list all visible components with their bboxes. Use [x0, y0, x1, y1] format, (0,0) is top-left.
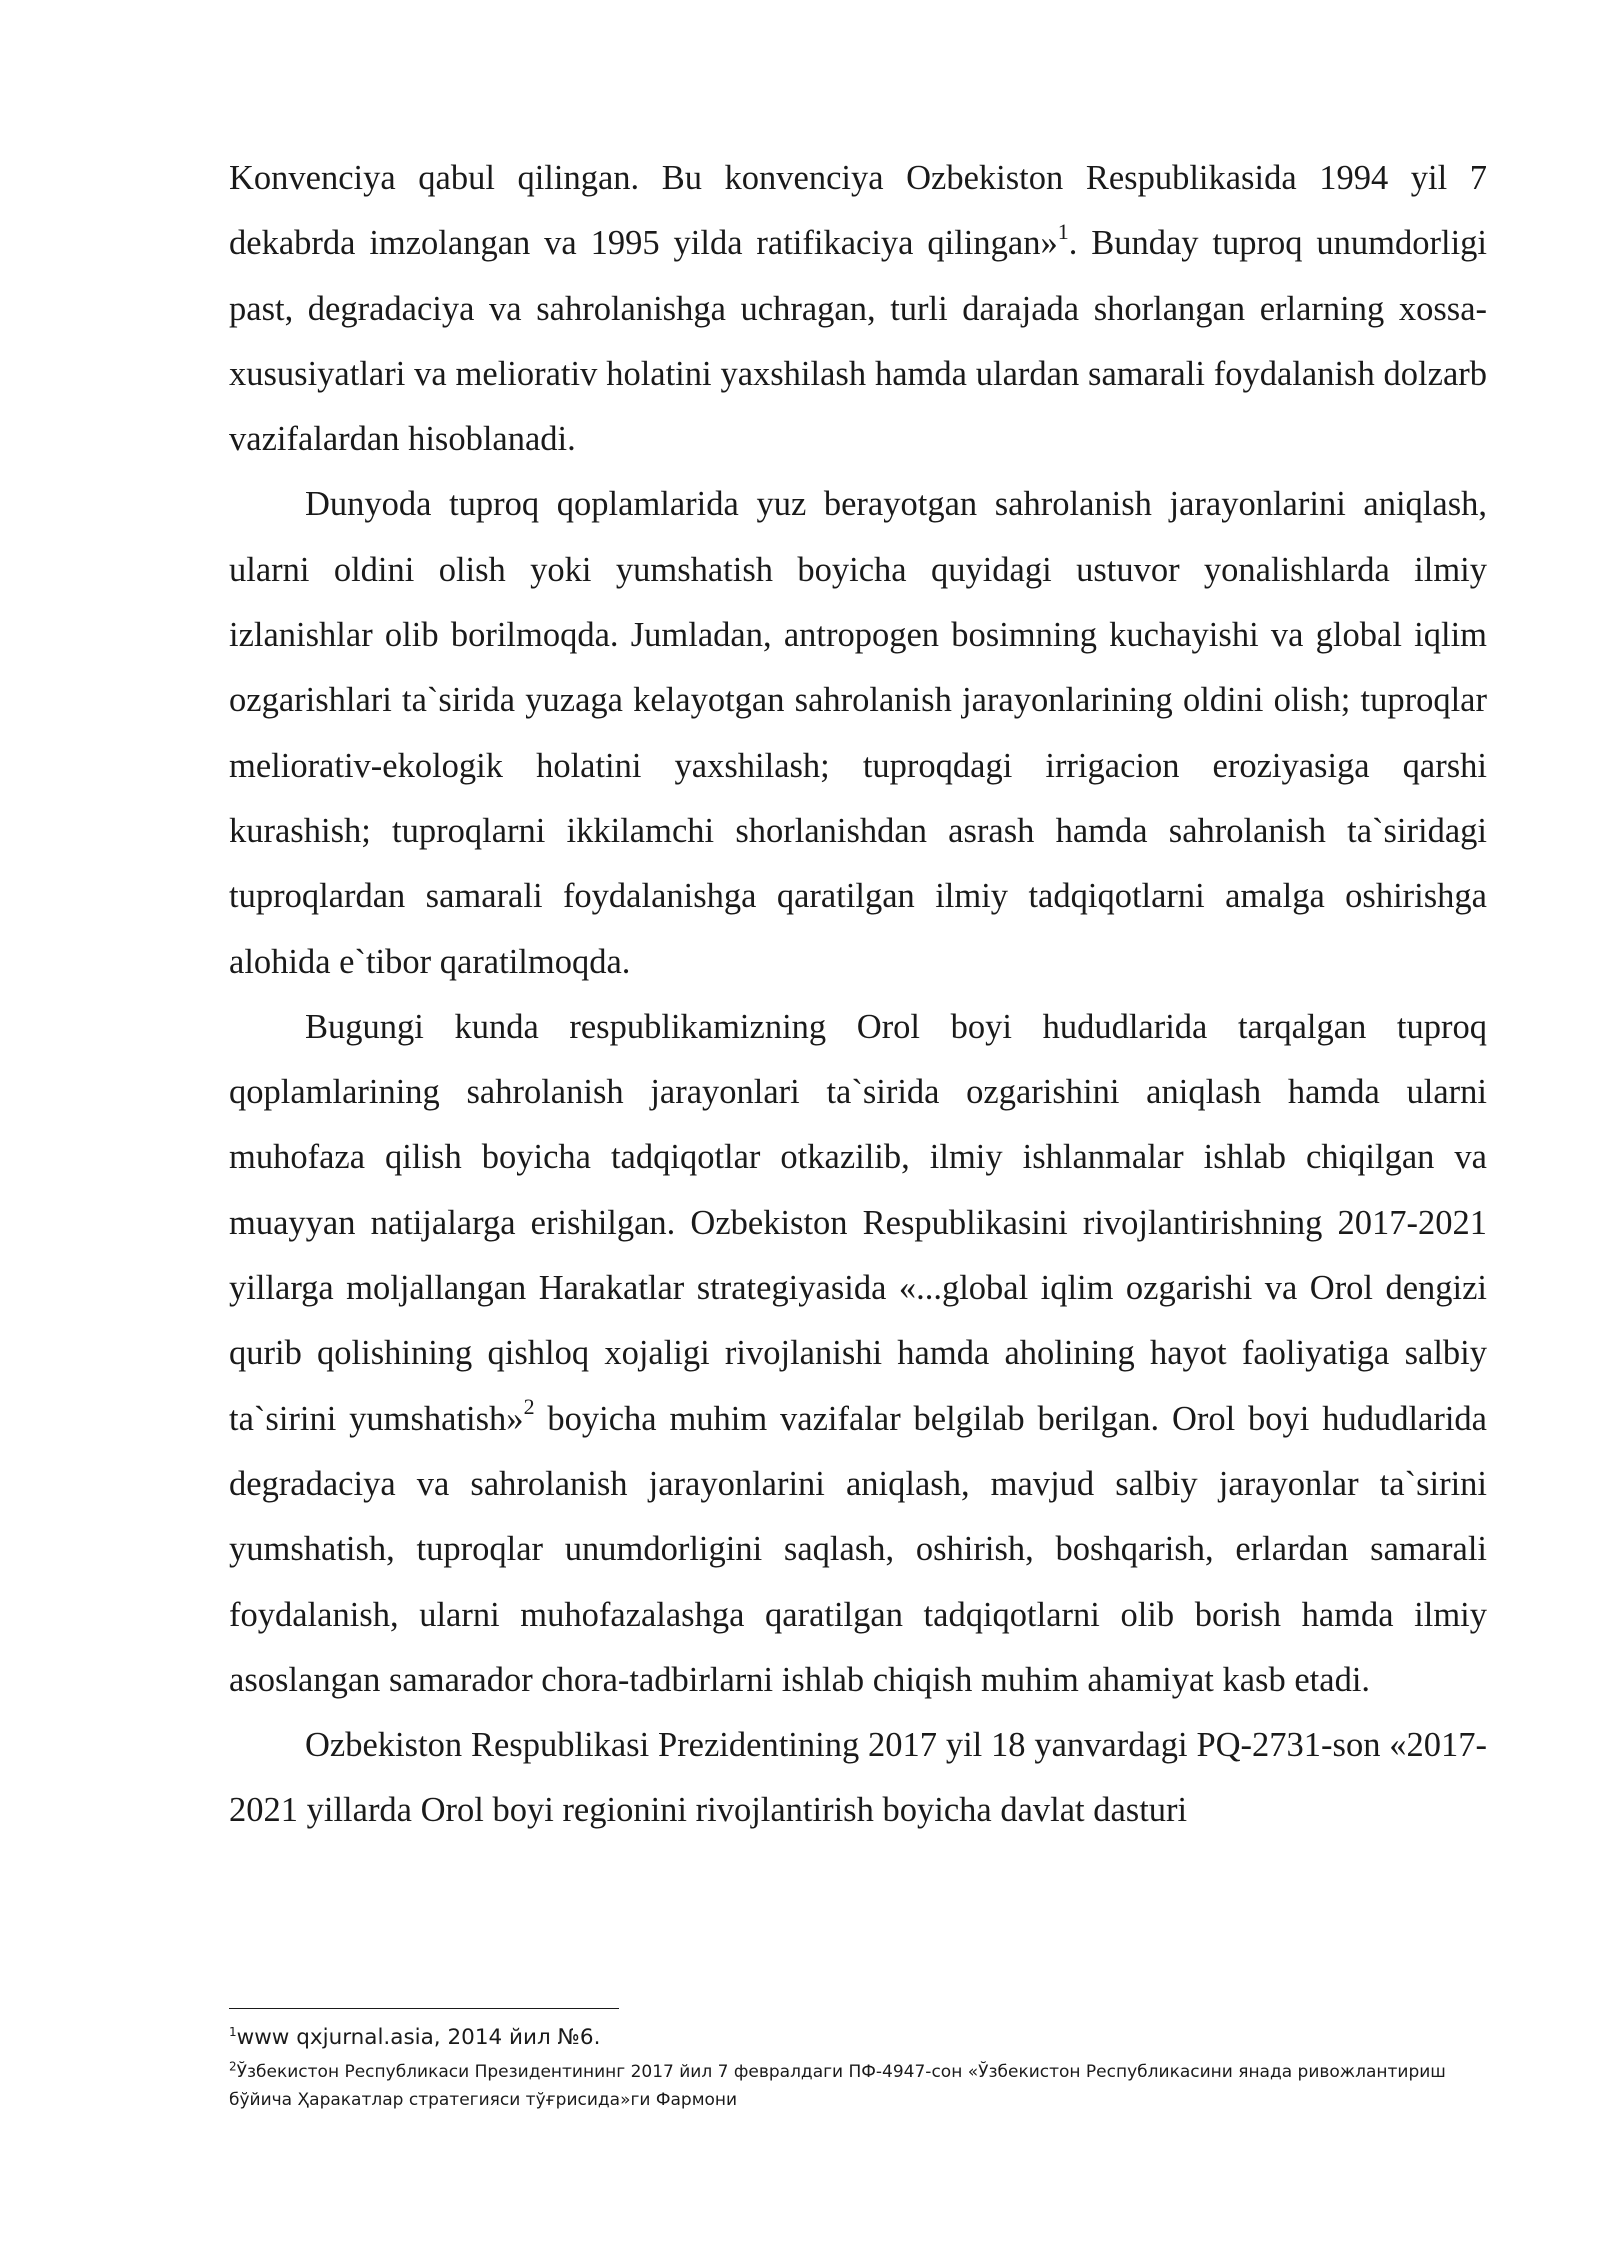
paragraph-3	[229, 995, 1487, 1713]
body-text	[229, 146, 1487, 1844]
paragraph-3-text-start: Bugungi kunda respublikamizning Orol boyi hududlarida tarqalgan tuproq qoplamlarining sahrolanish jarayonlari ta`sirida ozgarishini aniqlash hamda ularni muhofaza qilish boyicha tadqiqotlar otkazilib, ilmiy ishlanmalar ishlab chiqilgan va muayyan natijalarga erishilgan. Ozbekiston Respublikasini rivojlantirishning 2017-2021 yillarga moljallangan Harakatlar strategiyasida «...global iqlim ozgarishi va Orol dengizi qurib qolishining qishloq xojaligi rivojlanishi hamda aholining hayot faoliyatiga salbiy ta`sirini yumshatish»	[229, 1007, 1487, 1438]
footnote-2	[229, 2058, 1487, 2114]
footnote-2-text: Ўзбекистон Республикаси Президентининг 2017 йил 7 февралдаги ПФ-4947-сон «Ўзбекистон Республикасини янада ривожлантириш бўйича Ҳаракатлар стратегияси тўғрисида»ги Фармони	[229, 2062, 1446, 2110]
footnote-separator	[229, 2008, 619, 2009]
footnote-1-text: www qxjurnal.asia, 2014 йил №6.	[236, 2025, 601, 2050]
footnotes	[229, 2022, 1487, 2114]
paragraph-2: Dunyoda tuproq qoplamlarida yuz berayotgan sahrolanish jarayonlarini aniqlash, ularni oldini olish yoki yumshatish boyicha quyidagi ustuvor yonalishlarda ilmiy izlanishlar olib borilmoqda. Jumladan, antropogen bosimning kuchayishi va global iqlim ozgarishlari ta`sirida yuzaga kelayotgan sahrolanish jarayonlarining oldini olish; tuproqlar meliorativ-ekologik holatini yaxshilash; tuproqdagi irrigacion eroziyasiga qarshi kurashish; tuproqlarni ikkilamchi shorlanishdan asrash hamda sahrolanish ta`siridagi tuproqlardan samarali foydalanishga qaratilgan ilmiy tadqiqotlarni amalga oshirishga alohida e`tibor qaratilmoqda.	[229, 485, 1487, 981]
footnote-ref-2: 2	[523, 1394, 535, 1420]
footnote-1	[229, 2022, 1487, 2054]
paragraph-1-text-end: . Bunday tuproq unumdorligi past, degradaciya va sahrolanishga uchragan, turli darajada shorlangan erlarning xossa-xususiyatlari va meliorativ holatini yaxshilash hamda ulardan samarali foydalanish dolzarb vazifalardan hisoblanadi.	[229, 224, 1487, 459]
footnote-1-marker: 1	[229, 2024, 237, 2039]
paragraph-1-text-start: Konvenciya qabul qilingan. Bu konvenciya Ozbekiston Respublikasida 1994 yil 7 dekabrda imzolangan va 1995 yilda ratifikaciya qilingan»	[229, 159, 1487, 263]
paragraph-3-text-end: boyicha muhim vazifalar belgilab berilgan. Orol boyi hududlarida degradaciya va sahrolanish jarayonlarini aniqlash, mavjud salbiy jarayonlar ta`sirini yumshatish, tuproqlar unumdorligini saqlash, oshirish, boshqarish, erlardan samarali foydalanish, ularni muhofazalashga qaratilgan tadqiqotlarni olib borish hamda ilmiy asoslangan samarador chora-tadbirlarni ishlab chiqish muhim ahamiyat kasb etadi.	[229, 1399, 1487, 1699]
footnote-2-marker: 2	[229, 2059, 237, 2074]
paragraph-1	[229, 146, 1487, 472]
paragraph-4: Ozbekiston Respublikasi Prezidentining 2017 yil 18 yanvardagi PQ-2731-son «2017-2021 yillarda Orol boyi regionini rivojlantirish boyicha davlat dasturi	[229, 1726, 1487, 1830]
footnote-ref-1: 1	[1057, 218, 1069, 244]
